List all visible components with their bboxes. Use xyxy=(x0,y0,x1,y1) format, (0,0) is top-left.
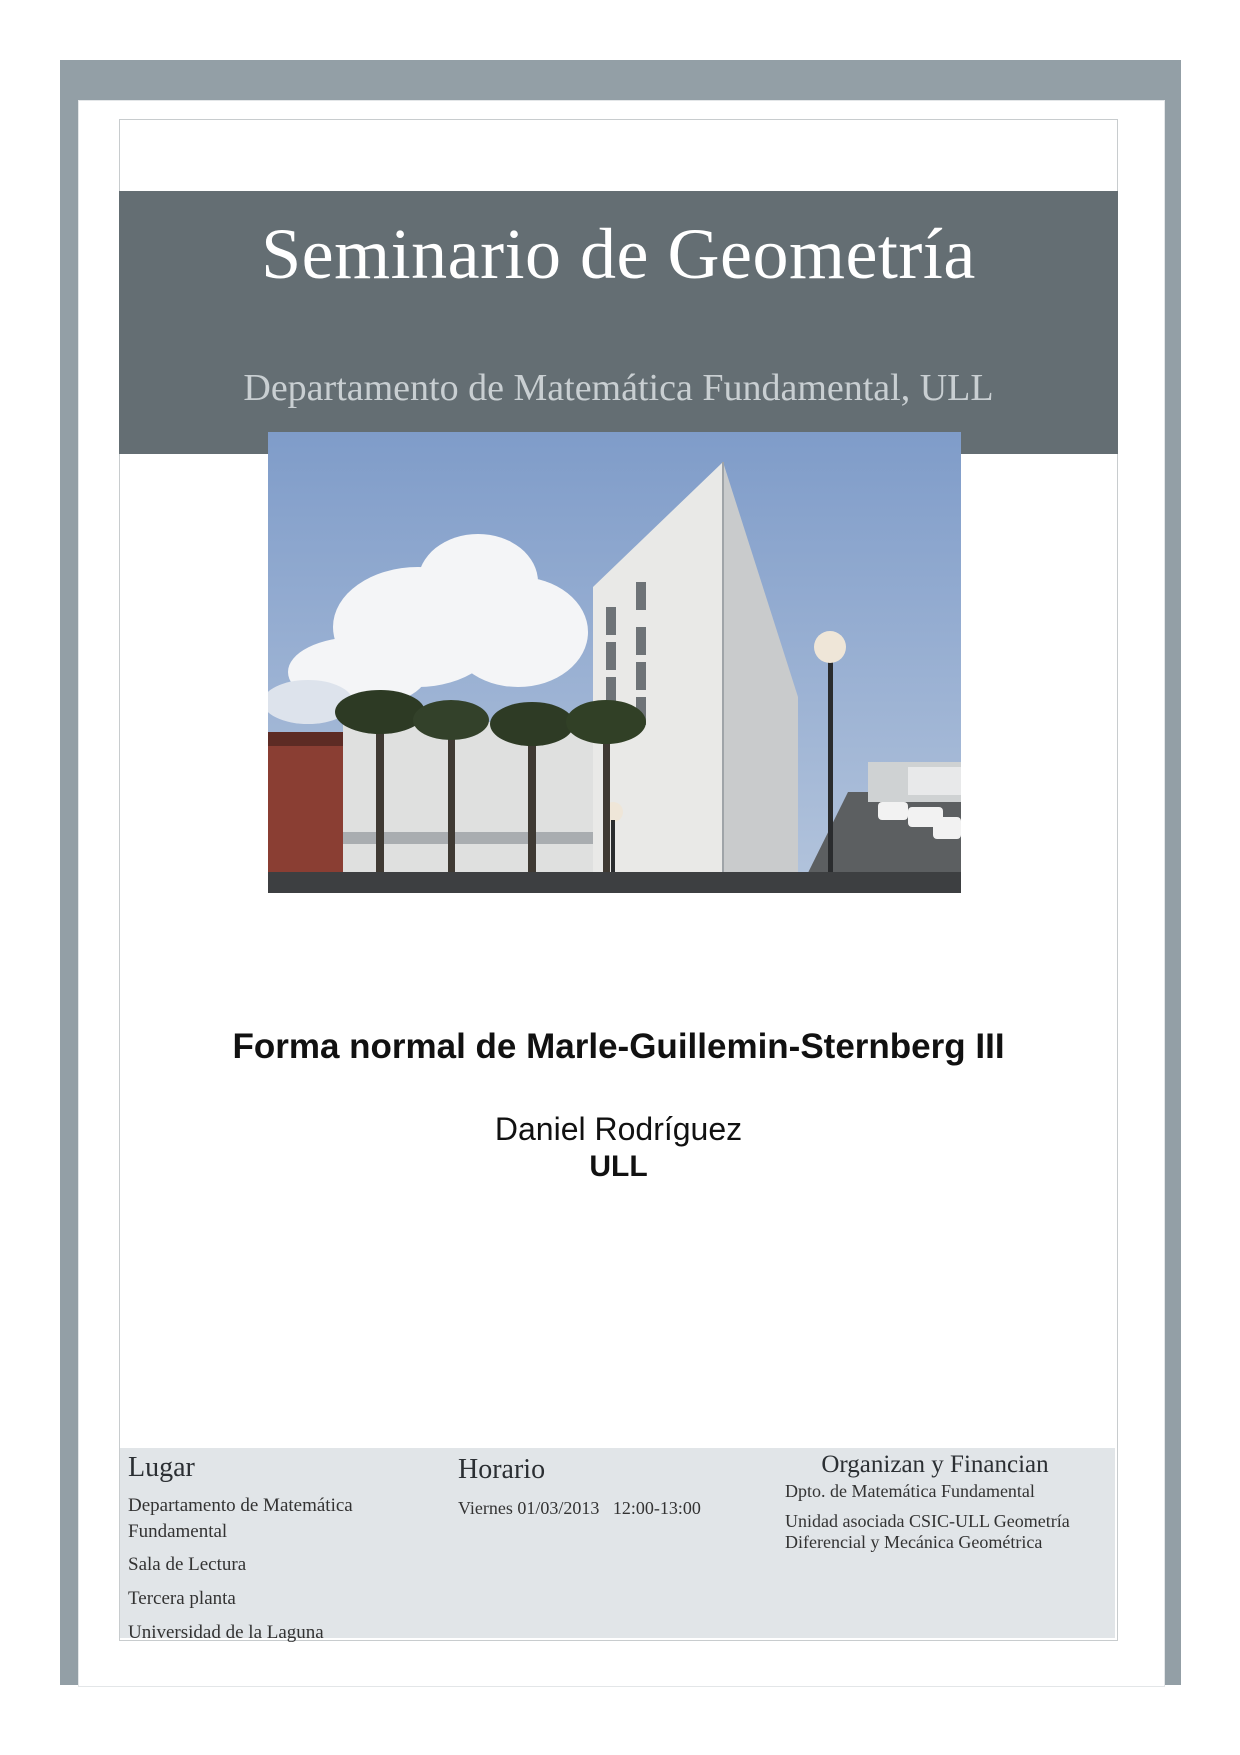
speaker-name: Daniel Rodríguez xyxy=(494,1111,743,1147)
organizan-line: Unidad asociada CSIC-ULL Geometría xyxy=(785,1511,1070,1531)
lugar-line: Tercera planta xyxy=(128,1588,236,1609)
footer-info xyxy=(120,1448,1115,1643)
lugar-line: Fundamental xyxy=(128,1521,228,1542)
building-photo xyxy=(268,432,961,893)
lugar-line: Universidad de la Laguna xyxy=(128,1622,324,1643)
speaker-affiliation: ULL xyxy=(589,1150,648,1183)
horario-section xyxy=(458,1448,758,1520)
organizan-line: Diferencial y Mecánica Geométrica xyxy=(785,1532,1043,1552)
organizan-line: Dpto. de Matemática Fundamental xyxy=(785,1481,1035,1501)
talk-title: Forma normal de Marle-Guillemin-Sternberg III xyxy=(232,1027,1005,1066)
organizan-heading: Organizan y Financian xyxy=(821,1451,1049,1478)
lugar-line: Sala de Lectura xyxy=(128,1554,247,1575)
page-subtitle: Departamento de Matemática Fundamental, ULL xyxy=(243,367,994,409)
lugar-heading: Lugar xyxy=(128,1452,195,1483)
header-banner xyxy=(119,191,1118,454)
organizan-section xyxy=(785,1448,1110,1553)
lugar-line: Departamento de Matemática xyxy=(128,1495,353,1516)
page-title: Seminario de Geometría xyxy=(261,214,976,294)
horario-schedule: Viernes 01/03/2013 12:00-13:00 xyxy=(458,1498,701,1518)
building-photo-illustration xyxy=(268,432,961,893)
horario-heading: Horario xyxy=(458,1454,546,1485)
lugar-section xyxy=(128,1448,428,1645)
